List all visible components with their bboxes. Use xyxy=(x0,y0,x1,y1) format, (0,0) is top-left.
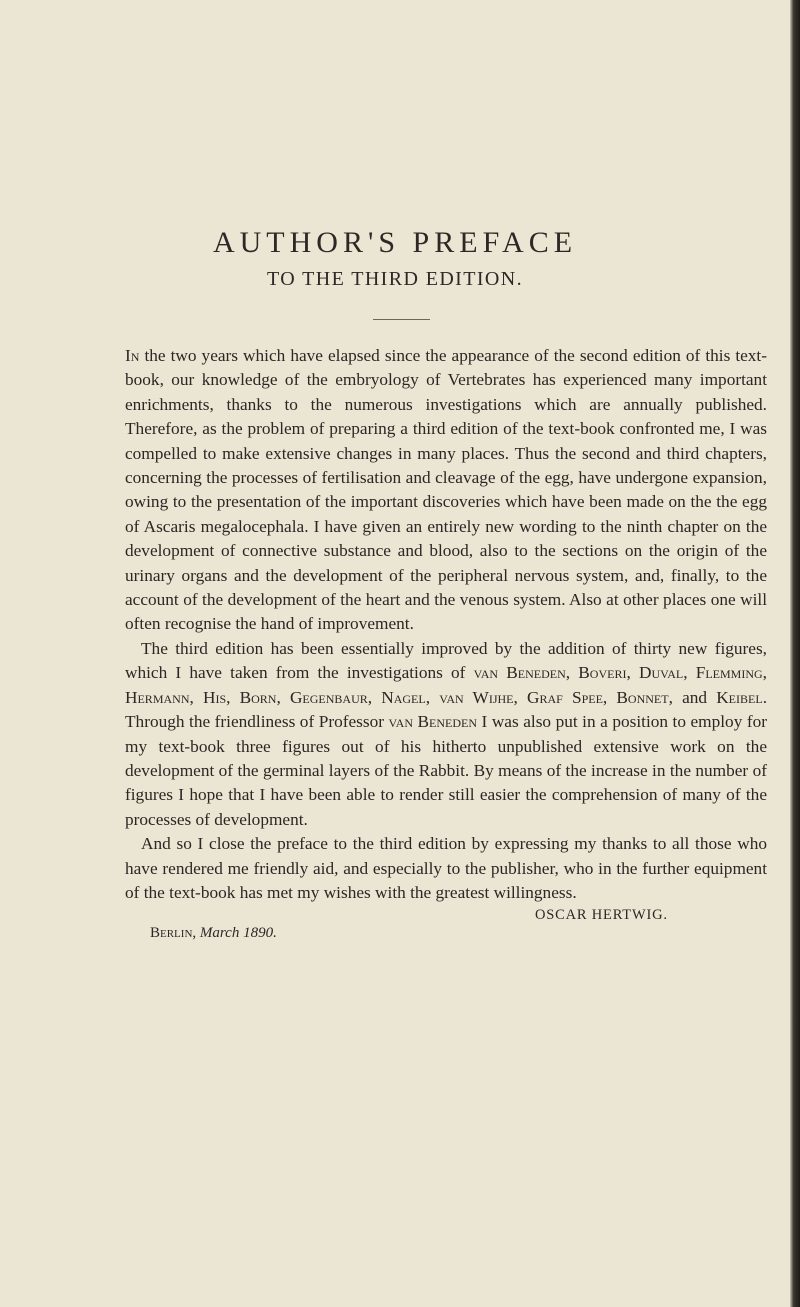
paragraph-2-text-a: The third edition has been essentially improved by the addition of thirty new figures, which I have taken from the investigations of xyxy=(125,638,767,683)
preface-body xyxy=(125,344,767,905)
paragraph-2-names: van Beneden, Boveri, Duval, Flemming, Hermann, His, Born, Gegenbaur, Nagel, van Wijhe, Graf Spee, Bonnet, xyxy=(125,663,768,707)
paragraph-1 xyxy=(125,344,767,637)
paragraph-2-text-d: I was also put in a position to employ for my text-book three figures out of his hitherto unpublished extensive work on the development of the germinal layers of the Rabbit. By means of the increase in the number of figures I hope that I have been able to render still easier the comprehension of many of the processes of development. xyxy=(125,712,768,829)
paragraph-1-text: the two years which have elapsed since the appearance of the second edition of this text-book, our knowledge of the embryology of Vertebrates has experienced many important enrichments, thanks to the numerous investigations which are annually published. Therefore, as the problem of preparing a third edition of the text-book confronted me, I was compelled to make extensive changes in many places. Thus the second and third chapters, concerning the processes of fertilisation and cleavage of the egg, have undergone expansion, owing to the presentation of the important discoveries which have been made on the the egg of Ascaris megalocephala. I have given an entirely new wording to the ninth chapter on the development of connective substance and blood, also to the sections on the origin of the urinary organs and the development of the peripheral nervous system, and, finally, to the account of the development of the heart and the venous system. Also at other places one will often recognise the hand of improvement. xyxy=(125,346,767,634)
paragraph-3 xyxy=(125,832,767,905)
paragraph-2-text-c: . Through the friendliness of Professor xyxy=(125,687,768,732)
paragraph-3-text: And so I close the preface to the third edition by expressing my thanks to all those who have rendered me friendly aid, and especially to the publisher, who in the further equipment of the text-book has met my wishes with the greatest willingness. xyxy=(125,834,767,902)
paragraph-2 xyxy=(125,637,767,832)
page-edge xyxy=(790,0,800,1307)
paragraph-1-lead: In xyxy=(125,346,140,365)
paragraph-2-text-b: and xyxy=(672,687,717,707)
paragraph-2-names-c: van Beneden xyxy=(388,712,478,732)
date: March 1890. xyxy=(199,925,277,941)
author-signature: OSCAR HERTWIG. xyxy=(535,907,668,923)
preface-subtitle: TO THE THIRD EDITION. xyxy=(266,268,524,290)
paragraph-2-names-b: Keibel xyxy=(716,687,763,707)
title-rule xyxy=(373,319,430,320)
place: Berlin, xyxy=(150,925,197,941)
preface-title: AUTHOR'S PREFACE xyxy=(212,226,578,259)
place-date xyxy=(150,925,277,942)
